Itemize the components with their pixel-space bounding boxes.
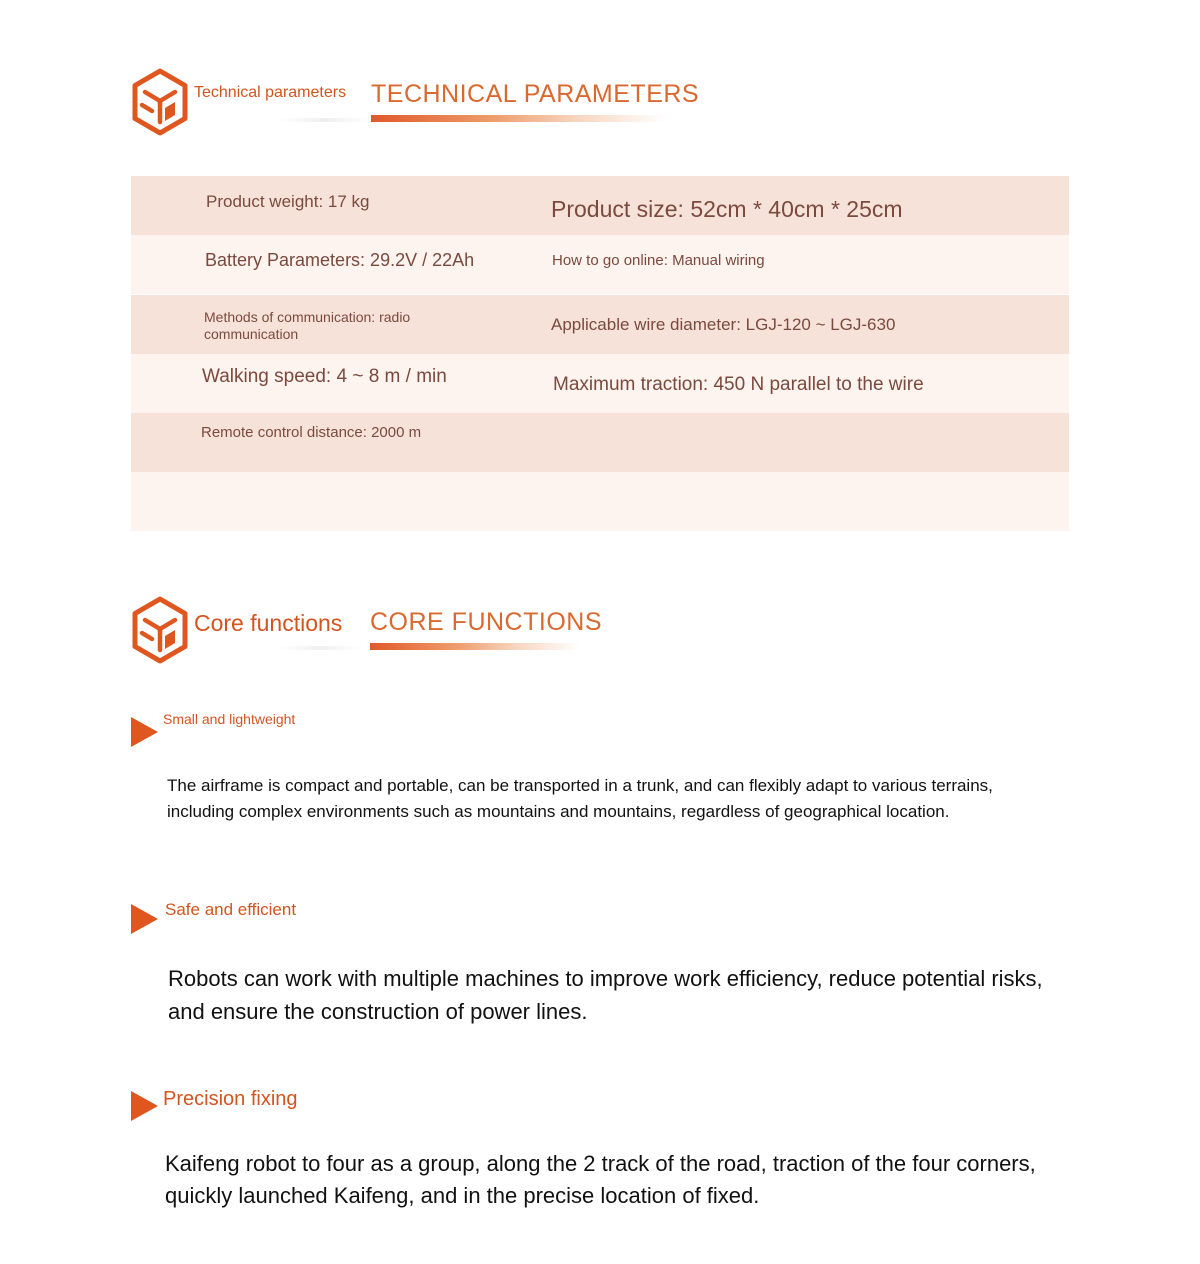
param-product-size: Product size: 52cm * 40cm * 25cm xyxy=(551,196,903,222)
param-product-weight: Product weight: 17 kg xyxy=(206,192,370,211)
table-row-empty xyxy=(131,472,1069,531)
technical-parameters-header xyxy=(130,68,700,138)
table-row xyxy=(131,413,1069,472)
table-row xyxy=(131,295,1069,354)
parameters-table xyxy=(131,176,1069,532)
section-title-big: CORE FUNCTIONS xyxy=(370,608,602,636)
param-communication: Methods of communication: radio communication xyxy=(204,309,411,342)
feature-title: Precision fixing xyxy=(163,1088,298,1110)
section-title-small: Technical parameters xyxy=(194,84,347,101)
core-functions-header xyxy=(130,596,690,666)
table-row xyxy=(131,235,1069,294)
hexagon-cube-logo-icon xyxy=(130,68,190,136)
section-title-small: Core functions xyxy=(194,610,343,636)
triangle-arrow-icon xyxy=(131,717,158,747)
heading-underline-bar xyxy=(371,115,666,122)
feature-title: Small and lightweight xyxy=(163,711,296,727)
heading-shadow-decoration xyxy=(280,646,360,650)
param-remote-distance: Remote control distance: 2000 m xyxy=(201,424,422,441)
feature-title: Safe and efficient xyxy=(165,900,297,919)
table-row xyxy=(131,354,1069,413)
feature-description: Kaifeng robot to four as a group, along the 2 track of the road, traction of the four corners, quickly launched Kaifeng, and in the precise location of fixed. xyxy=(165,1151,1036,1208)
feature-description: The airframe is compact and portable, can be transported in a trunk, and can flexibly adapt to various terrains, including complex environments such as mountains and mountains, regardless of geographical location. xyxy=(167,776,993,821)
hexagon-cube-logo-icon xyxy=(130,596,190,664)
param-online-method: How to go online: Manual wiring xyxy=(552,252,765,269)
heading-underline-bar xyxy=(370,643,580,650)
section-title-big: TECHNICAL PARAMETERS xyxy=(371,80,700,108)
triangle-arrow-icon xyxy=(131,1091,158,1121)
table-row xyxy=(131,176,1069,235)
triangle-arrow-icon xyxy=(131,904,158,934)
feature-description: Robots can work with multiple machines to improve work efficiency, reduce potential risks, and ensure the construction of power lines. xyxy=(168,966,1043,1024)
param-walking-speed: Walking speed: 4 ~ 8 m / min xyxy=(202,366,447,387)
heading-shadow-decoration xyxy=(280,118,370,122)
param-wire-diameter: Applicable wire diameter: LGJ-120 ~ LGJ-630 xyxy=(551,315,896,334)
param-max-traction: Maximum traction: 450 N parallel to the wire xyxy=(553,374,924,395)
param-battery: Battery Parameters: 29.2V / 22Ah xyxy=(205,250,475,270)
